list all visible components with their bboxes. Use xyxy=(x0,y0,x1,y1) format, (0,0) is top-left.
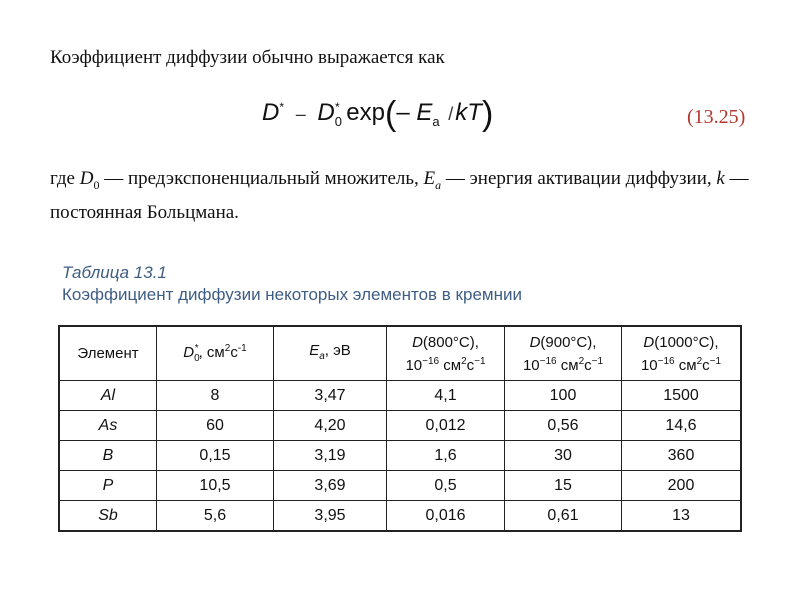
cell-ea: 3,19 xyxy=(274,441,387,471)
cell-ea: 3,69 xyxy=(274,471,387,501)
table-number: Таблица 13.1 xyxy=(62,263,167,282)
cell-d900: 0,56 xyxy=(505,411,622,441)
cell-d1000: 13 xyxy=(622,501,742,532)
cell-d1000: 14,6 xyxy=(622,411,742,441)
cell-d0: 10,5 xyxy=(157,471,274,501)
cell-d1000: 360 xyxy=(622,441,742,471)
cell-element: Sb xyxy=(59,501,157,532)
formula-exp: exp xyxy=(346,99,385,126)
formula-kt: kT xyxy=(455,99,482,126)
where-e-sub: a xyxy=(435,177,442,192)
table-header-row xyxy=(59,326,741,381)
cell-d800: 0,016 xyxy=(387,501,505,532)
where-e: E xyxy=(423,168,436,189)
header-element: Элемент xyxy=(59,326,157,381)
cell-d900: 30 xyxy=(505,441,622,471)
data-table xyxy=(58,325,742,532)
equation-number: (13.25) xyxy=(687,106,746,128)
diffusion-table xyxy=(58,325,742,532)
header-d0: $D_0^*$, $см^2с^{-1}$ xyxy=(157,326,274,381)
header-ea: $E_a$, эВ xyxy=(274,326,387,381)
where-text-3: — энергия активации диффузии, xyxy=(441,168,717,189)
cell-d1000: 1500 xyxy=(622,381,742,411)
where-k: k xyxy=(716,168,725,189)
cell-d1000: 200 xyxy=(622,471,742,501)
table-row xyxy=(59,411,741,441)
cell-element: Al xyxy=(59,381,157,411)
formula-ea-sub: a xyxy=(432,113,440,129)
cell-d900: 0,61 xyxy=(505,501,622,532)
cell-d0: 60 xyxy=(157,411,274,441)
formula-d0-sub: 0 xyxy=(334,113,342,129)
formula-d-star: * xyxy=(279,100,285,114)
formula-equals: – xyxy=(295,104,306,124)
header-d800: D(800°С), $10^{-16}$ $см^2с^{-1}$ xyxy=(387,326,505,381)
cell-ea: 4,20 xyxy=(274,411,387,441)
cell-d900: 100 xyxy=(505,381,622,411)
table-row xyxy=(59,381,741,411)
cell-ea: 3,47 xyxy=(274,381,387,411)
cell-d900: 15 xyxy=(505,471,622,501)
formula-minus: – xyxy=(396,99,410,126)
table-row xyxy=(59,471,741,501)
cell-d800: 0,012 xyxy=(387,411,505,441)
table-row xyxy=(59,501,741,532)
formula-paren-open: ( xyxy=(385,95,397,133)
table-caption xyxy=(62,262,522,306)
table-row xyxy=(59,441,741,471)
formula-slash: / xyxy=(448,104,454,124)
where-d: D xyxy=(79,168,94,189)
where-d-sub: 0 xyxy=(93,177,100,192)
cell-d0: 5,6 xyxy=(157,501,274,532)
cell-d800: 1,6 xyxy=(387,441,505,471)
where-text-2: — предэкспоненциальный множитель, xyxy=(99,168,424,189)
where-text-4: — постоянная Больцмана. xyxy=(50,168,749,223)
cell-d0: 8 xyxy=(157,381,274,411)
header-d1000: D(1000°С), $10^{-16}$ $см^2с^{-1}$ xyxy=(622,326,742,381)
cell-d800: 4,1 xyxy=(387,381,505,411)
table-title: Коэффициент диффузии некоторых элементов в кремнии xyxy=(62,285,522,304)
where-text-1: где xyxy=(50,168,80,189)
cell-element: As xyxy=(59,411,157,441)
formula-d: D xyxy=(262,99,280,126)
definitions-text xyxy=(50,165,750,227)
cell-element: P xyxy=(59,471,157,501)
cell-ea: 3,95 xyxy=(274,501,387,532)
cell-d800: 0,5 xyxy=(387,471,505,501)
formula-d0: D xyxy=(317,99,335,126)
header-d900: D(900°С), $10^{-16}$ $см^2с^{-1}$ xyxy=(505,326,622,381)
formula-ea: E xyxy=(416,99,433,126)
formula-paren-close: ) xyxy=(481,95,494,133)
formula-d0-star: * xyxy=(334,100,340,114)
intro-text: Коэффициент диффузии обычно выражается как xyxy=(50,47,445,68)
cell-element: B xyxy=(59,441,157,471)
cell-d0: 0,15 xyxy=(157,441,274,471)
diffusion-formula xyxy=(262,95,494,133)
